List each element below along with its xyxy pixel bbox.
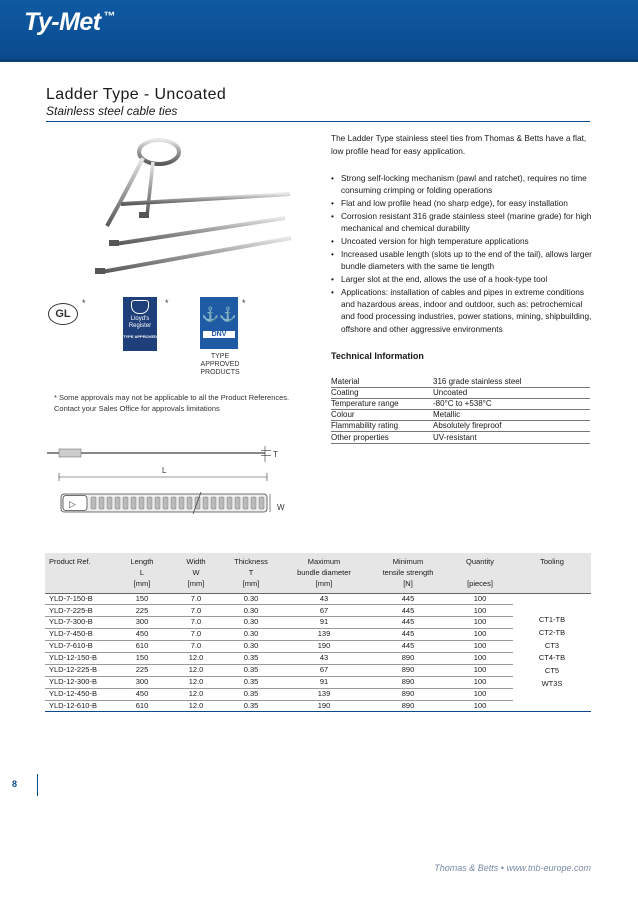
length-label: L xyxy=(162,466,167,475)
spec-cell: 0.35 xyxy=(223,652,279,664)
tech-value: 316 grade stainless steel xyxy=(433,376,590,387)
spec-cell: YLD-7-450-B xyxy=(45,629,115,641)
spec-cell: 12.0 xyxy=(169,700,223,712)
product-photo xyxy=(55,134,295,280)
spec-cell: 100 xyxy=(447,652,513,664)
gl-certification-logo: GL xyxy=(48,303,78,325)
spec-cell: 12.0 xyxy=(169,676,223,688)
description-intro: The Ladder Type stainless steel ties from Thomas & Betts have a flat, low profile head for easy application. xyxy=(331,133,587,156)
spec-cell: 139 xyxy=(279,688,369,700)
col-header-thickness xyxy=(223,553,279,593)
spec-cell: 190 xyxy=(279,641,369,653)
spec-cell: 445 xyxy=(369,605,447,617)
tech-row xyxy=(331,432,590,443)
header-line: Product Ref. xyxy=(49,557,91,566)
brand-logo xyxy=(24,8,115,37)
thickness-label: T xyxy=(273,450,278,459)
tech-row xyxy=(331,398,590,409)
col-header-tooling xyxy=(513,553,591,593)
header-line: Width xyxy=(186,557,206,566)
col-header-width xyxy=(169,553,223,593)
spec-row xyxy=(45,593,591,605)
spec-row xyxy=(45,700,591,712)
header-line: Tooling xyxy=(540,557,564,566)
header-line: T xyxy=(248,568,254,577)
tooling-item: CT1-TB xyxy=(538,615,566,625)
lloyds-crest-icon xyxy=(131,300,149,314)
spec-cell: 300 xyxy=(115,617,169,629)
feature-item: • Increased usable length (slots up to the end of the tail), allows larger bundle diameters with the same tie length xyxy=(331,248,593,273)
header-band xyxy=(0,0,638,62)
spec-cell: 12.0 xyxy=(169,688,223,700)
dnv-asterisk: * xyxy=(242,298,246,308)
spec-cell: 225 xyxy=(115,664,169,676)
spec-cell: 450 xyxy=(115,688,169,700)
spec-row xyxy=(45,641,591,653)
spec-cell: YLD-7-225-B xyxy=(45,605,115,617)
spec-cell: 610 xyxy=(115,641,169,653)
title-divider xyxy=(46,121,590,122)
spec-cell: 67 xyxy=(279,664,369,676)
lloyds-register-logo xyxy=(123,297,157,351)
technical-heading: Technical Information xyxy=(331,351,424,361)
spec-cell: 0.35 xyxy=(223,700,279,712)
tech-value: Absolutely fireproof xyxy=(433,421,590,432)
spec-cell: 43 xyxy=(279,652,369,664)
spec-cell: 0.35 xyxy=(223,676,279,688)
spec-cell: 0.35 xyxy=(223,688,279,700)
tech-value: Uncoated xyxy=(433,387,590,398)
spec-row xyxy=(45,617,591,629)
approval-note: * Some approvals may not be applicable to all the Product References. Contact your Sales Office for approvals limitations xyxy=(54,393,290,413)
spec-cell: 450 xyxy=(115,629,169,641)
tech-value: Metallic xyxy=(433,410,590,421)
spec-cell: 100 xyxy=(447,688,513,700)
spec-cell: 300 xyxy=(115,676,169,688)
spec-row xyxy=(45,664,591,676)
spec-cell: YLD-7-150-B xyxy=(45,593,115,605)
header-line: Minimum xyxy=(392,557,424,566)
spec-cell: 890 xyxy=(369,652,447,664)
spec-cell: YLD-12-610-B xyxy=(45,700,115,712)
feature-item: • Applications: installation of cables and pipes in extreme conditions and hazardous areas, indoor and outdoor, such as: petrochemical and food processing industries, power stations, mining, shipbuilding, offshore and other aggressive environments xyxy=(331,286,593,335)
spec-cell: 0.30 xyxy=(223,593,279,605)
lloyds-asterisk: * xyxy=(165,298,169,308)
feature-list xyxy=(331,172,593,335)
spec-cell: 445 xyxy=(369,593,447,605)
tooling-item: CT2-TB xyxy=(538,628,566,638)
tech-row xyxy=(331,376,590,387)
spec-table-body xyxy=(45,593,591,712)
spec-row xyxy=(45,688,591,700)
header-line: Length xyxy=(130,557,154,566)
spec-cell: 100 xyxy=(447,605,513,617)
tooling-item: CT4-TB xyxy=(538,653,566,663)
feature-item: • Larger slot at the end, allows the use of a hook-type tool xyxy=(331,273,593,285)
spec-cell: 12.0 xyxy=(169,652,223,664)
spec-cell: 100 xyxy=(447,593,513,605)
brand-name: Ty-Met xyxy=(24,8,101,36)
page-title: Ladder Type - Uncoated xyxy=(46,86,227,103)
page-subtitle: Stainless steel cable ties xyxy=(46,104,178,118)
col-header-tensile-strength xyxy=(369,553,447,593)
header-line: [mm] xyxy=(242,579,260,588)
tooling-item: CT3 xyxy=(544,640,560,650)
spec-cell: 100 xyxy=(447,617,513,629)
lloyds-line1: Lloyd's xyxy=(130,316,150,322)
spec-cell: 0.35 xyxy=(223,664,279,676)
spec-row xyxy=(45,605,591,617)
tech-row xyxy=(331,410,590,421)
header-line: bundle diameter xyxy=(297,568,351,577)
tooling-cell xyxy=(513,593,591,712)
spec-cell: 100 xyxy=(447,641,513,653)
page-side-rule xyxy=(37,774,38,796)
header-line: [mm] xyxy=(187,579,205,588)
spec-cell: 150 xyxy=(115,652,169,664)
header-line: [mm] xyxy=(133,579,151,588)
header-line: W xyxy=(192,568,200,577)
spec-cell: 100 xyxy=(447,700,513,712)
feature-item: • Uncoated version for high temperature applications xyxy=(331,235,593,247)
header-line: [pieces] xyxy=(467,579,493,588)
spec-cell: 7.0 xyxy=(169,593,223,605)
width-label: W xyxy=(277,503,285,512)
spec-cell: 139 xyxy=(279,629,369,641)
gl-asterisk: * xyxy=(82,298,86,308)
header-line: [mm] xyxy=(315,579,333,588)
spec-cell: 890 xyxy=(369,664,447,676)
spec-cell: 7.0 xyxy=(169,629,223,641)
spec-cell: 43 xyxy=(279,593,369,605)
spec-cell: 67 xyxy=(279,605,369,617)
col-header-length xyxy=(115,553,169,593)
dnv-logo xyxy=(200,297,238,349)
spec-cell: YLD-7-610-B xyxy=(45,641,115,653)
feature-item: • Flat and low profile head (no sharp edge), for easy installation xyxy=(331,197,593,209)
spec-cell: YLD-12-150-B xyxy=(45,652,115,664)
spec-cell: 225 xyxy=(115,605,169,617)
spec-cell: 890 xyxy=(369,688,447,700)
spec-header-row xyxy=(45,553,591,593)
spec-row xyxy=(45,629,591,641)
header-line: Maximum xyxy=(307,557,341,566)
feature-item: • Strong self-locking mechanism (pawl and ratchet), requires no time consuming crimping or folding operations xyxy=(331,172,593,197)
lloyds-line2: Register xyxy=(128,322,152,329)
spec-cell: 445 xyxy=(369,629,447,641)
spec-cell: 0.30 xyxy=(223,617,279,629)
spec-cell: YLD-7-300-B xyxy=(45,617,115,629)
spec-cell: 445 xyxy=(369,617,447,629)
header-line: Quantity xyxy=(466,557,494,566)
tech-key: Material xyxy=(331,376,433,387)
spec-cell: 445 xyxy=(369,641,447,653)
tech-key: Flammability rating xyxy=(331,421,433,432)
header-line: [N] xyxy=(403,579,413,588)
technical-table xyxy=(331,376,590,444)
spec-cell: 100 xyxy=(447,664,513,676)
tooling-item: WT3S xyxy=(541,678,563,688)
spec-cell: 91 xyxy=(279,676,369,688)
spec-cell: 7.0 xyxy=(169,605,223,617)
spec-cell: 0.30 xyxy=(223,641,279,653)
spec-row xyxy=(45,676,591,688)
tech-key: Colour xyxy=(331,410,433,421)
spec-cell: 150 xyxy=(115,593,169,605)
tech-value: UV-resistant xyxy=(433,432,590,443)
type-approved-caption: TYPE APPROVED PRODUCTS xyxy=(200,353,240,376)
spec-cell: 12.0 xyxy=(169,664,223,676)
product-spec-table xyxy=(45,553,591,712)
spec-cell: 610 xyxy=(115,700,169,712)
header-line xyxy=(449,567,511,578)
tech-row xyxy=(331,421,590,432)
spec-cell: 7.0 xyxy=(169,641,223,653)
header-line: L xyxy=(139,568,145,577)
anchor-icon: ⚓⚓ xyxy=(201,306,237,322)
spec-cell: YLD-12-225-B xyxy=(45,664,115,676)
cable-tie-drawing xyxy=(45,440,300,520)
spec-cell: 91 xyxy=(279,617,369,629)
spec-cell: 0.30 xyxy=(223,605,279,617)
spec-cell: YLD-12-300-B xyxy=(45,676,115,688)
tech-key: Coating xyxy=(331,387,433,398)
col-header-bundle-diameter xyxy=(279,553,369,593)
page-number: 8 xyxy=(12,779,18,789)
spec-cell: 890 xyxy=(369,700,447,712)
tech-value: -80°C to +538°C xyxy=(433,398,590,409)
tech-key: Other properties xyxy=(331,432,433,443)
dnv-label: DNV xyxy=(203,331,235,338)
tech-row xyxy=(331,387,590,398)
spec-cell: 0.30 xyxy=(223,629,279,641)
tech-key: Temperature range xyxy=(331,398,433,409)
footer-text: Thomas & Betts • www.tnb-europe.com xyxy=(434,863,591,873)
lloyds-type-approved: TYPE APPROVED xyxy=(123,334,157,340)
trademark-mark: ™ xyxy=(103,9,116,23)
spec-cell: 100 xyxy=(447,629,513,641)
feature-item: • Corrosion resistant 316 grade stainless steel (marine grade) for high mechanical and chemical durability xyxy=(331,210,593,235)
spec-cell: 7.0 xyxy=(169,617,223,629)
spec-cell: 890 xyxy=(369,676,447,688)
header-line: tensile strength xyxy=(382,568,434,577)
spec-cell: 190 xyxy=(279,700,369,712)
svg-text:▷: ▷ xyxy=(69,499,76,509)
col-header-product-ref xyxy=(45,553,115,593)
tooling-item: CT5 xyxy=(544,666,560,676)
spec-cell: 100 xyxy=(447,676,513,688)
spec-cell: YLD-12-450-B xyxy=(45,688,115,700)
header-line: Thickness xyxy=(234,557,268,566)
spec-row xyxy=(45,652,591,664)
col-header-quantity xyxy=(447,553,513,593)
